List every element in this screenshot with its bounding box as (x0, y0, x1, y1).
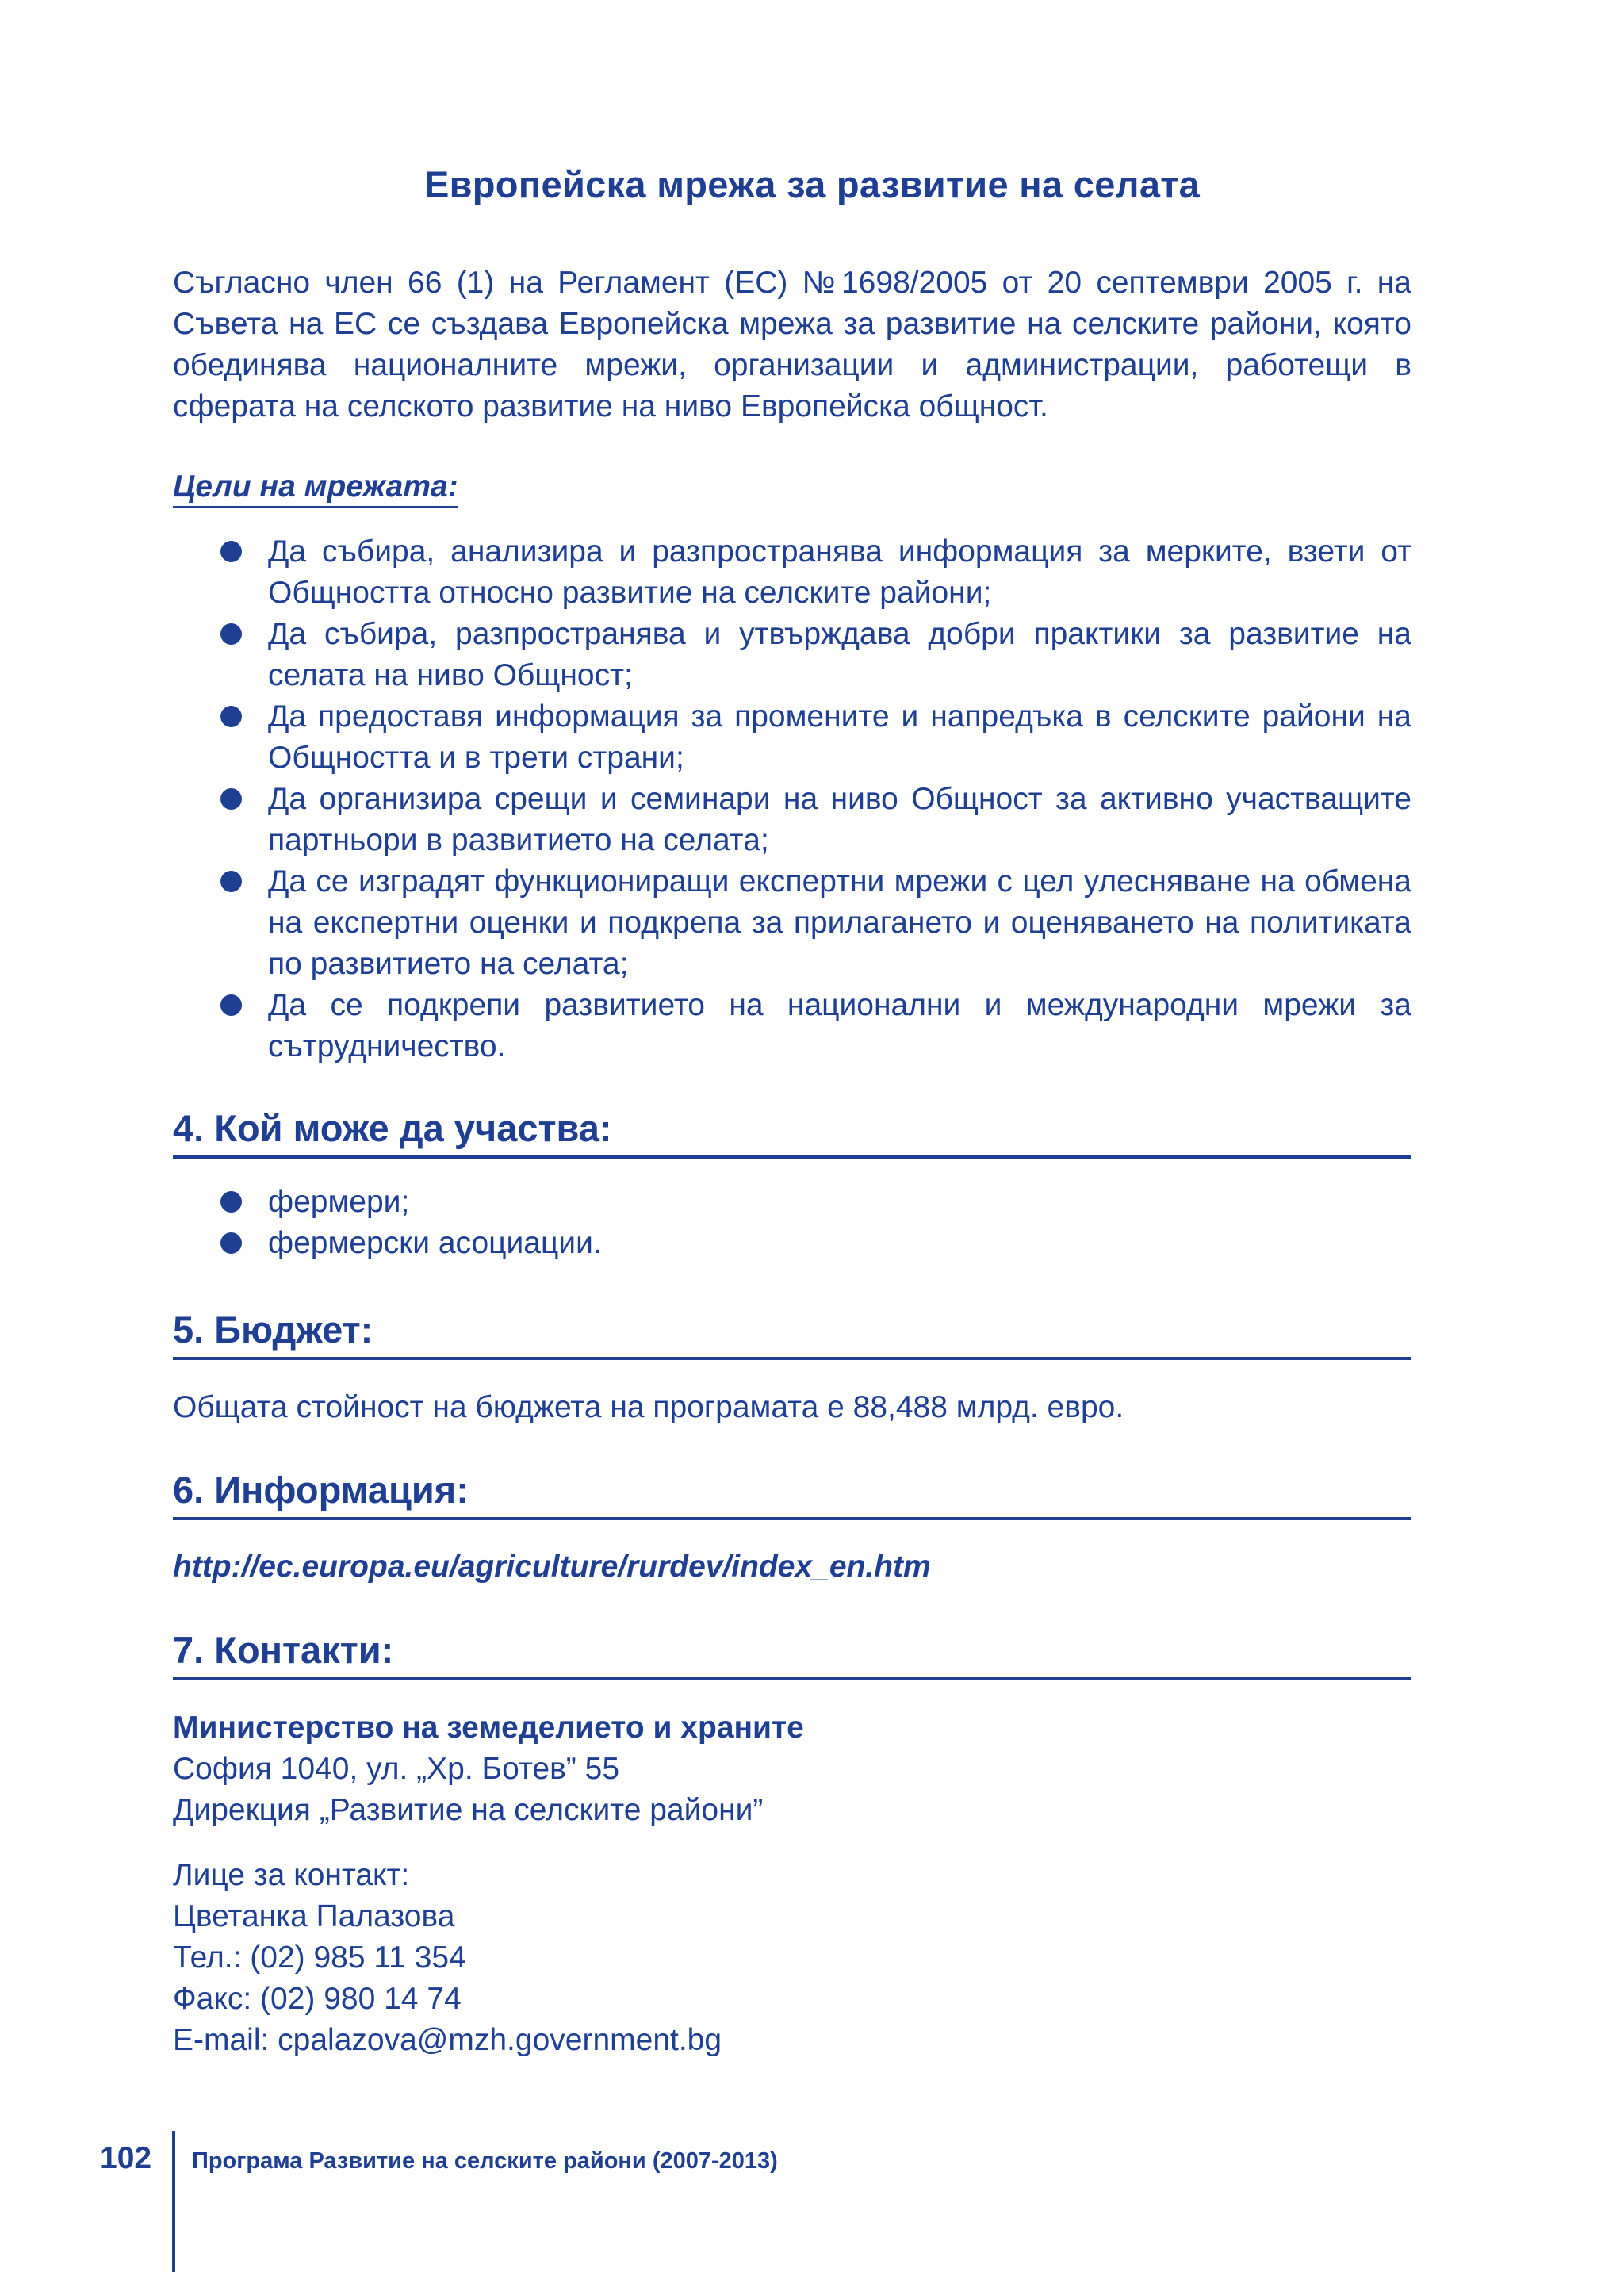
list-item-text: Да събира, анализира и разпространява информация за мерките, взети от Общността относно развитие на селските райони; (268, 534, 1411, 610)
contact-fax: Факс: (02) 980 14 74 (173, 1982, 462, 2016)
section-heading-contacts: 7. Контакти: (173, 1626, 1411, 1680)
contact-email: E-mail: cpalazova@mzh.government.bg (173, 2023, 722, 2057)
list-item (268, 696, 1411, 779)
bullet-icon (220, 623, 242, 645)
page-number: 102 (100, 2141, 152, 2175)
list-item (268, 861, 1411, 985)
budget-text: Общата стойност на бюджета на програмата е 88,488 млрд. евро. (173, 1390, 1124, 1424)
list-item (268, 1223, 1411, 1264)
footer-divider (172, 2131, 175, 2272)
list-item-text: Да се подкрепи развитието на национални и международни мрежи за сътрудничество. (268, 988, 1411, 1063)
goals-list (268, 531, 1411, 1067)
department: Дирекция „Развитие на селските райони” (173, 1793, 764, 1827)
list-item (268, 985, 1411, 1067)
bullet-icon (220, 871, 242, 892)
bullet-icon (220, 788, 242, 810)
list-item (268, 1182, 1411, 1223)
list-item-text: Да събира, разпространява и утвърждава добри практики за развитие на селата на ниво Общност; (268, 617, 1411, 692)
who-list (268, 1182, 1411, 1264)
bullet-icon (220, 706, 242, 727)
section-heading-who: 4. Кой може да участва: (173, 1105, 1411, 1159)
list-item-text: Да предоставя информация за промените и напредъка в селските райони на Общността и в трети страни; (268, 699, 1411, 775)
section-heading-info: 6. Информация: (173, 1466, 1411, 1520)
contact-label: Лице за контакт: (173, 1858, 410, 1892)
footer-title: Програма Развитие на селските райони (2007-2013) (192, 2148, 778, 2174)
bullet-icon (220, 1191, 242, 1213)
list-item (268, 779, 1411, 861)
contact-person: Цветанка Палазова (173, 1899, 455, 1933)
bullet-icon (220, 1232, 242, 1254)
goals-heading: Цели на мрежата: (173, 469, 458, 508)
contact-phone: Тел.: (02) 985 11 354 (173, 1941, 466, 1975)
intro-paragraph: Съгласно член 66 (1) на Регламент (ЕС) №1698/2005 от 20 септември 2005 г. на Съвета на ЕС се създава Европейска мрежа за развитие на селските райони, която обединява националните мрежи, организации и администрации, работещи в сферата на селското развитие на ниво Европейска общност. (173, 266, 1411, 423)
list-item-text: фермери; (268, 1185, 410, 1219)
list-item-text: Да организира срещи и семинари на ниво Общност за активно участващите партньори в развитието на селата; (268, 782, 1411, 857)
organization-name: Министерство на земеделието и храните (173, 1711, 804, 1745)
list-item-text: Да се изградят функциониращи експертни мрежи с цел улесняване на обмена на експертни оценки и подкрепа за прилагането и оценяването на политиката по развитието на селата; (268, 864, 1411, 981)
bullet-icon (220, 994, 242, 1016)
list-item (268, 614, 1411, 696)
bullet-icon (220, 541, 242, 562)
list-item (268, 531, 1411, 614)
info-link[interactable]: http://ec.europa.eu/agriculture/rurdev/index_en.htm (173, 1550, 931, 1584)
contact-person-block (173, 1855, 722, 2061)
section-heading-budget: 5. Бюджет: (173, 1306, 1411, 1360)
address: София 1040, ул. „Хр. Ботев” 55 (173, 1752, 620, 1786)
list-item-text: фермерски асоциации. (268, 1226, 602, 1260)
page-title: Европейска мрежа за развитие на селата (423, 163, 1201, 205)
contacts-block (173, 1707, 804, 1831)
